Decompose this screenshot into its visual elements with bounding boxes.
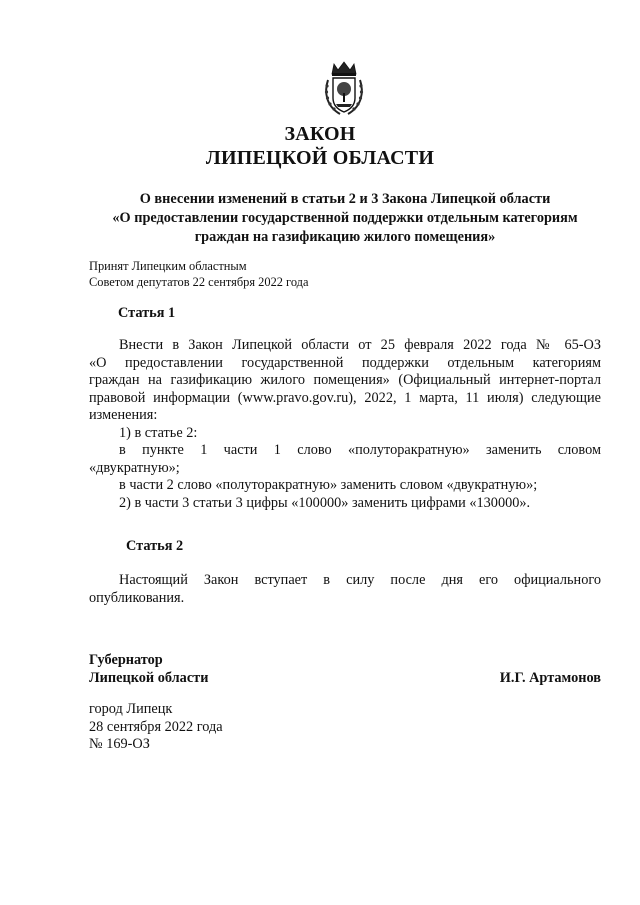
adoption-line: Принят Липецким областным [89, 259, 247, 273]
article-1-line: 1) в статье 2: [119, 424, 198, 441]
article-1-body [89, 337, 601, 512]
article-1-line: изменения: [89, 407, 158, 423]
law-region-title: ЛИПЕЦКОЙ ОБЛАСТИ [205, 147, 435, 169]
adoption-note [89, 258, 308, 290]
article-2-body [89, 572, 601, 607]
article-1-line: правовой информации (www.pravo.gov.ru), 2022, 1 марта, 11 июля) следующие [89, 389, 601, 406]
article-1-line: Внести в Закон Липецкой области от 25 февраля 2022 года № 65-ОЗ [119, 337, 601, 353]
article-1-line: в части 2 слово «полуторакратную» заменить словом «двукратную»; [119, 477, 538, 493]
coat-of-arms-icon [322, 60, 366, 118]
article-1-line: граждан на газификацию жилого помещения» (Официальный интернет-портал [89, 372, 601, 388]
law-subject-line: граждан на газификацию жилого помещения» [194, 229, 496, 245]
article-2-heading: Статья 2 [126, 538, 184, 554]
law-subject-line: О внесении изменений в статьи 2 и 3 Закона Липецкой области [139, 191, 551, 207]
signing-date: 28 сентября 2022 года [89, 718, 223, 735]
law-number: № 169-ОЗ [89, 736, 150, 752]
signature-name-row [89, 669, 601, 687]
article-1-line: «двукратную»; [89, 459, 180, 476]
city: город Липецк [89, 701, 173, 717]
article-2-line: опубликования. [89, 589, 185, 606]
signature-title: Губернатор [89, 652, 163, 668]
document-footer [89, 701, 223, 754]
adoption-line: Советом депутатов 22 сентября 2022 года [89, 275, 309, 289]
law-title: ЗАКОН [284, 123, 356, 145]
signature-block [89, 651, 601, 687]
article-1-heading: Статья 1 [118, 305, 176, 321]
law-subject [80, 190, 610, 247]
signatory-name: И.Г. Артамонов [499, 670, 601, 686]
law-subject-line: «О предоставлении государственной поддержки отдельным категориям [112, 210, 578, 226]
signature-region: Липецкой области [89, 670, 209, 686]
signature-title-row [89, 651, 601, 669]
article-1-line: «О предоставлении государственной поддержки отдельным категориям [89, 354, 601, 371]
article-1-line: 2) в части 3 статьи 3 цифры «100000» заменить цифрами «130000». [119, 494, 531, 511]
article-2-line: Настоящий Закон вступает в силу после дня его официального [119, 572, 601, 588]
article-1-line: в пункте 1 части 1 слово «полуторакратную» заменить словом [119, 442, 601, 458]
